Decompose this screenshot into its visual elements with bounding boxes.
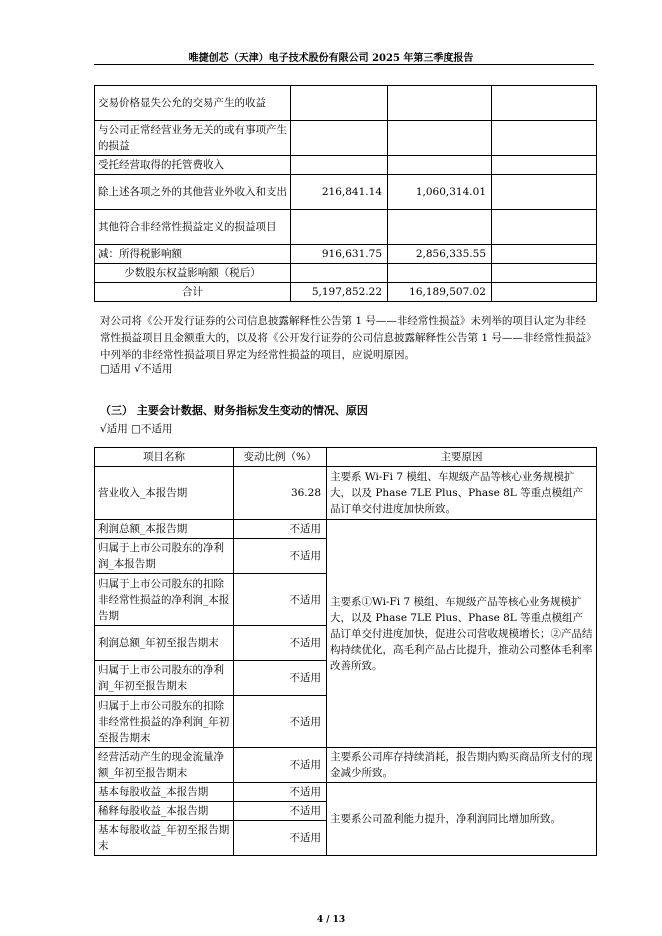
value-cell xyxy=(492,283,597,302)
value-cell xyxy=(291,210,388,245)
item-name: 基本每股收益_本报告期 xyxy=(95,783,234,802)
total-label: 合计 xyxy=(95,283,291,302)
value-cell: 916,631.75 xyxy=(291,245,388,264)
table-row xyxy=(95,264,597,283)
financial-changes-table xyxy=(94,447,597,856)
value-cell xyxy=(291,156,388,175)
table-row xyxy=(95,748,597,783)
value-cell xyxy=(291,264,388,283)
value-cell xyxy=(388,121,492,156)
item-name: 经营活动产生的现金流量净额_年初至报告期末 xyxy=(95,748,234,783)
value-cell xyxy=(388,86,492,121)
item-name: 利润总额_本报告期 xyxy=(95,520,234,539)
change-ratio: 不适用 xyxy=(234,802,327,821)
item-name: 利润总额_年初至报告期末 xyxy=(95,626,234,661)
reason-cell: 主要系公司库存持续消耗，报告期内购买商品所支付的现金减少所致。 xyxy=(327,748,597,783)
item-name: 基本每股收益_年初至报告期末 xyxy=(95,821,234,856)
value-cell xyxy=(492,156,597,175)
table-row xyxy=(95,86,597,121)
change-ratio: 不适用 xyxy=(234,520,327,539)
change-ratio: 不适用 xyxy=(234,626,327,661)
row-label: 减：所得税影响额 xyxy=(95,245,291,264)
table-row xyxy=(95,783,597,802)
table-header-row xyxy=(95,448,597,467)
value-cell xyxy=(492,175,597,210)
value-cell xyxy=(492,86,597,121)
table-row xyxy=(95,175,597,210)
item-name: 归属于上市公司股东的净利润_年初至报告期末 xyxy=(95,661,234,696)
change-ratio: 不适用 xyxy=(234,696,327,748)
value-cell: 16,189,507.02 xyxy=(388,283,492,302)
header-divider xyxy=(94,64,594,65)
change-ratio: 不适用 xyxy=(234,574,327,626)
non-recurring-table xyxy=(94,85,597,302)
change-ratio: 不适用 xyxy=(234,661,327,696)
applicability-indicator: □适用 √不适用 xyxy=(100,363,173,375)
value-cell: 1,060,314.01 xyxy=(388,175,492,210)
column-header: 主要原因 xyxy=(327,448,597,467)
row-label: 交易价格显失公允的交易产生的收益 xyxy=(95,86,291,121)
item-name: 归属于上市公司股东的扣除非经常性损益的净利润_年初至报告期末 xyxy=(95,696,234,748)
reason-cell: 主要系公司盈利能力提升，净利润同比增加所致。 xyxy=(327,783,597,856)
value-cell: 2,856,335.55 xyxy=(388,245,492,264)
table-row xyxy=(95,121,597,156)
row-label: 受托经营取得的托管费收入 xyxy=(95,156,291,175)
table-row xyxy=(95,245,597,264)
change-ratio: 不适用 xyxy=(234,539,327,574)
table-row xyxy=(95,210,597,245)
change-ratio: 不适用 xyxy=(234,783,327,802)
item-name: 营业收入_本报告期 xyxy=(95,467,234,520)
change-ratio: 不适用 xyxy=(234,748,327,783)
row-label: 除上述各项之外的其他营业外收入和支出 xyxy=(95,175,291,210)
value-cell xyxy=(388,264,492,283)
value-cell xyxy=(388,210,492,245)
page-header: 唯捷创芯（天津）电子技术股份有限公司 2025 年第三季度报告 xyxy=(188,53,474,64)
value-cell xyxy=(492,245,597,264)
value-cell: 5,197,852.22 xyxy=(291,283,388,302)
explanation-paragraph: 对公司将《公开发行证券的公司信息披露解释性公告第 1 号——非经常性损益》未列举的项目认定为非经常性损益项目且金额重大的，以及将《公开发行证券的公司信息披露解释性公告第 1 号——非经常性损益》中列举的非经常性损益项目界定为经常性损益的项目，应说明原因。 xyxy=(100,315,592,361)
item-name: 稀释每股收益_本报告期 xyxy=(95,802,234,821)
table-row xyxy=(95,467,597,520)
table-row xyxy=(95,520,597,539)
reason-cell: 主要系①Wi-Fi 7 模组、车规级产品等核心业务规模扩大，以及 Phase 7LE Plus、Phase 8L 等重点模组产品订单交付进度加快，促进公司营收规模增长；②产品结构持续优化，高毛利产品占比提升，推动公司整体毛利率改善所致。 xyxy=(327,520,597,748)
value-cell xyxy=(291,121,388,156)
table-row xyxy=(95,283,597,302)
applicability-indicator: √适用 □不适用 xyxy=(100,423,173,435)
item-name: 归属于上市公司股东的净利润_本报告期 xyxy=(95,539,234,574)
row-label: 其他符合非经常性损益定义的损益项目 xyxy=(95,210,291,245)
page-number: 4 / 13 xyxy=(316,915,346,925)
value-cell xyxy=(492,210,597,245)
value-cell xyxy=(492,264,597,283)
section-heading: （三） 主要会计数据、财务指标发生变动的情况、原因 xyxy=(100,404,368,417)
value-cell xyxy=(388,156,492,175)
row-label: 与公司正常经营业务无关的或有事项产生的损益 xyxy=(95,121,291,156)
change-ratio: 36.28 xyxy=(234,467,327,520)
value-cell xyxy=(492,121,597,156)
item-name: 归属于上市公司股东的扣除非经常性损益的净利润_本报告期 xyxy=(95,574,234,626)
column-header: 变动比例（%） xyxy=(234,448,327,467)
value-cell: 216,841.14 xyxy=(291,175,388,210)
table-row xyxy=(95,156,597,175)
column-header: 项目名称 xyxy=(95,448,234,467)
change-ratio: 不适用 xyxy=(234,821,327,856)
reason-cell: 主要系 Wi-Fi 7 模组、车规级产品等核心业务规模扩大，以及 Phase 7LE Plus、Phase 8L 等重点模组产品订单交付进度加快所致。 xyxy=(327,467,597,520)
row-label: 少数股东权益影响额（税后） xyxy=(95,264,291,283)
value-cell xyxy=(291,86,388,121)
